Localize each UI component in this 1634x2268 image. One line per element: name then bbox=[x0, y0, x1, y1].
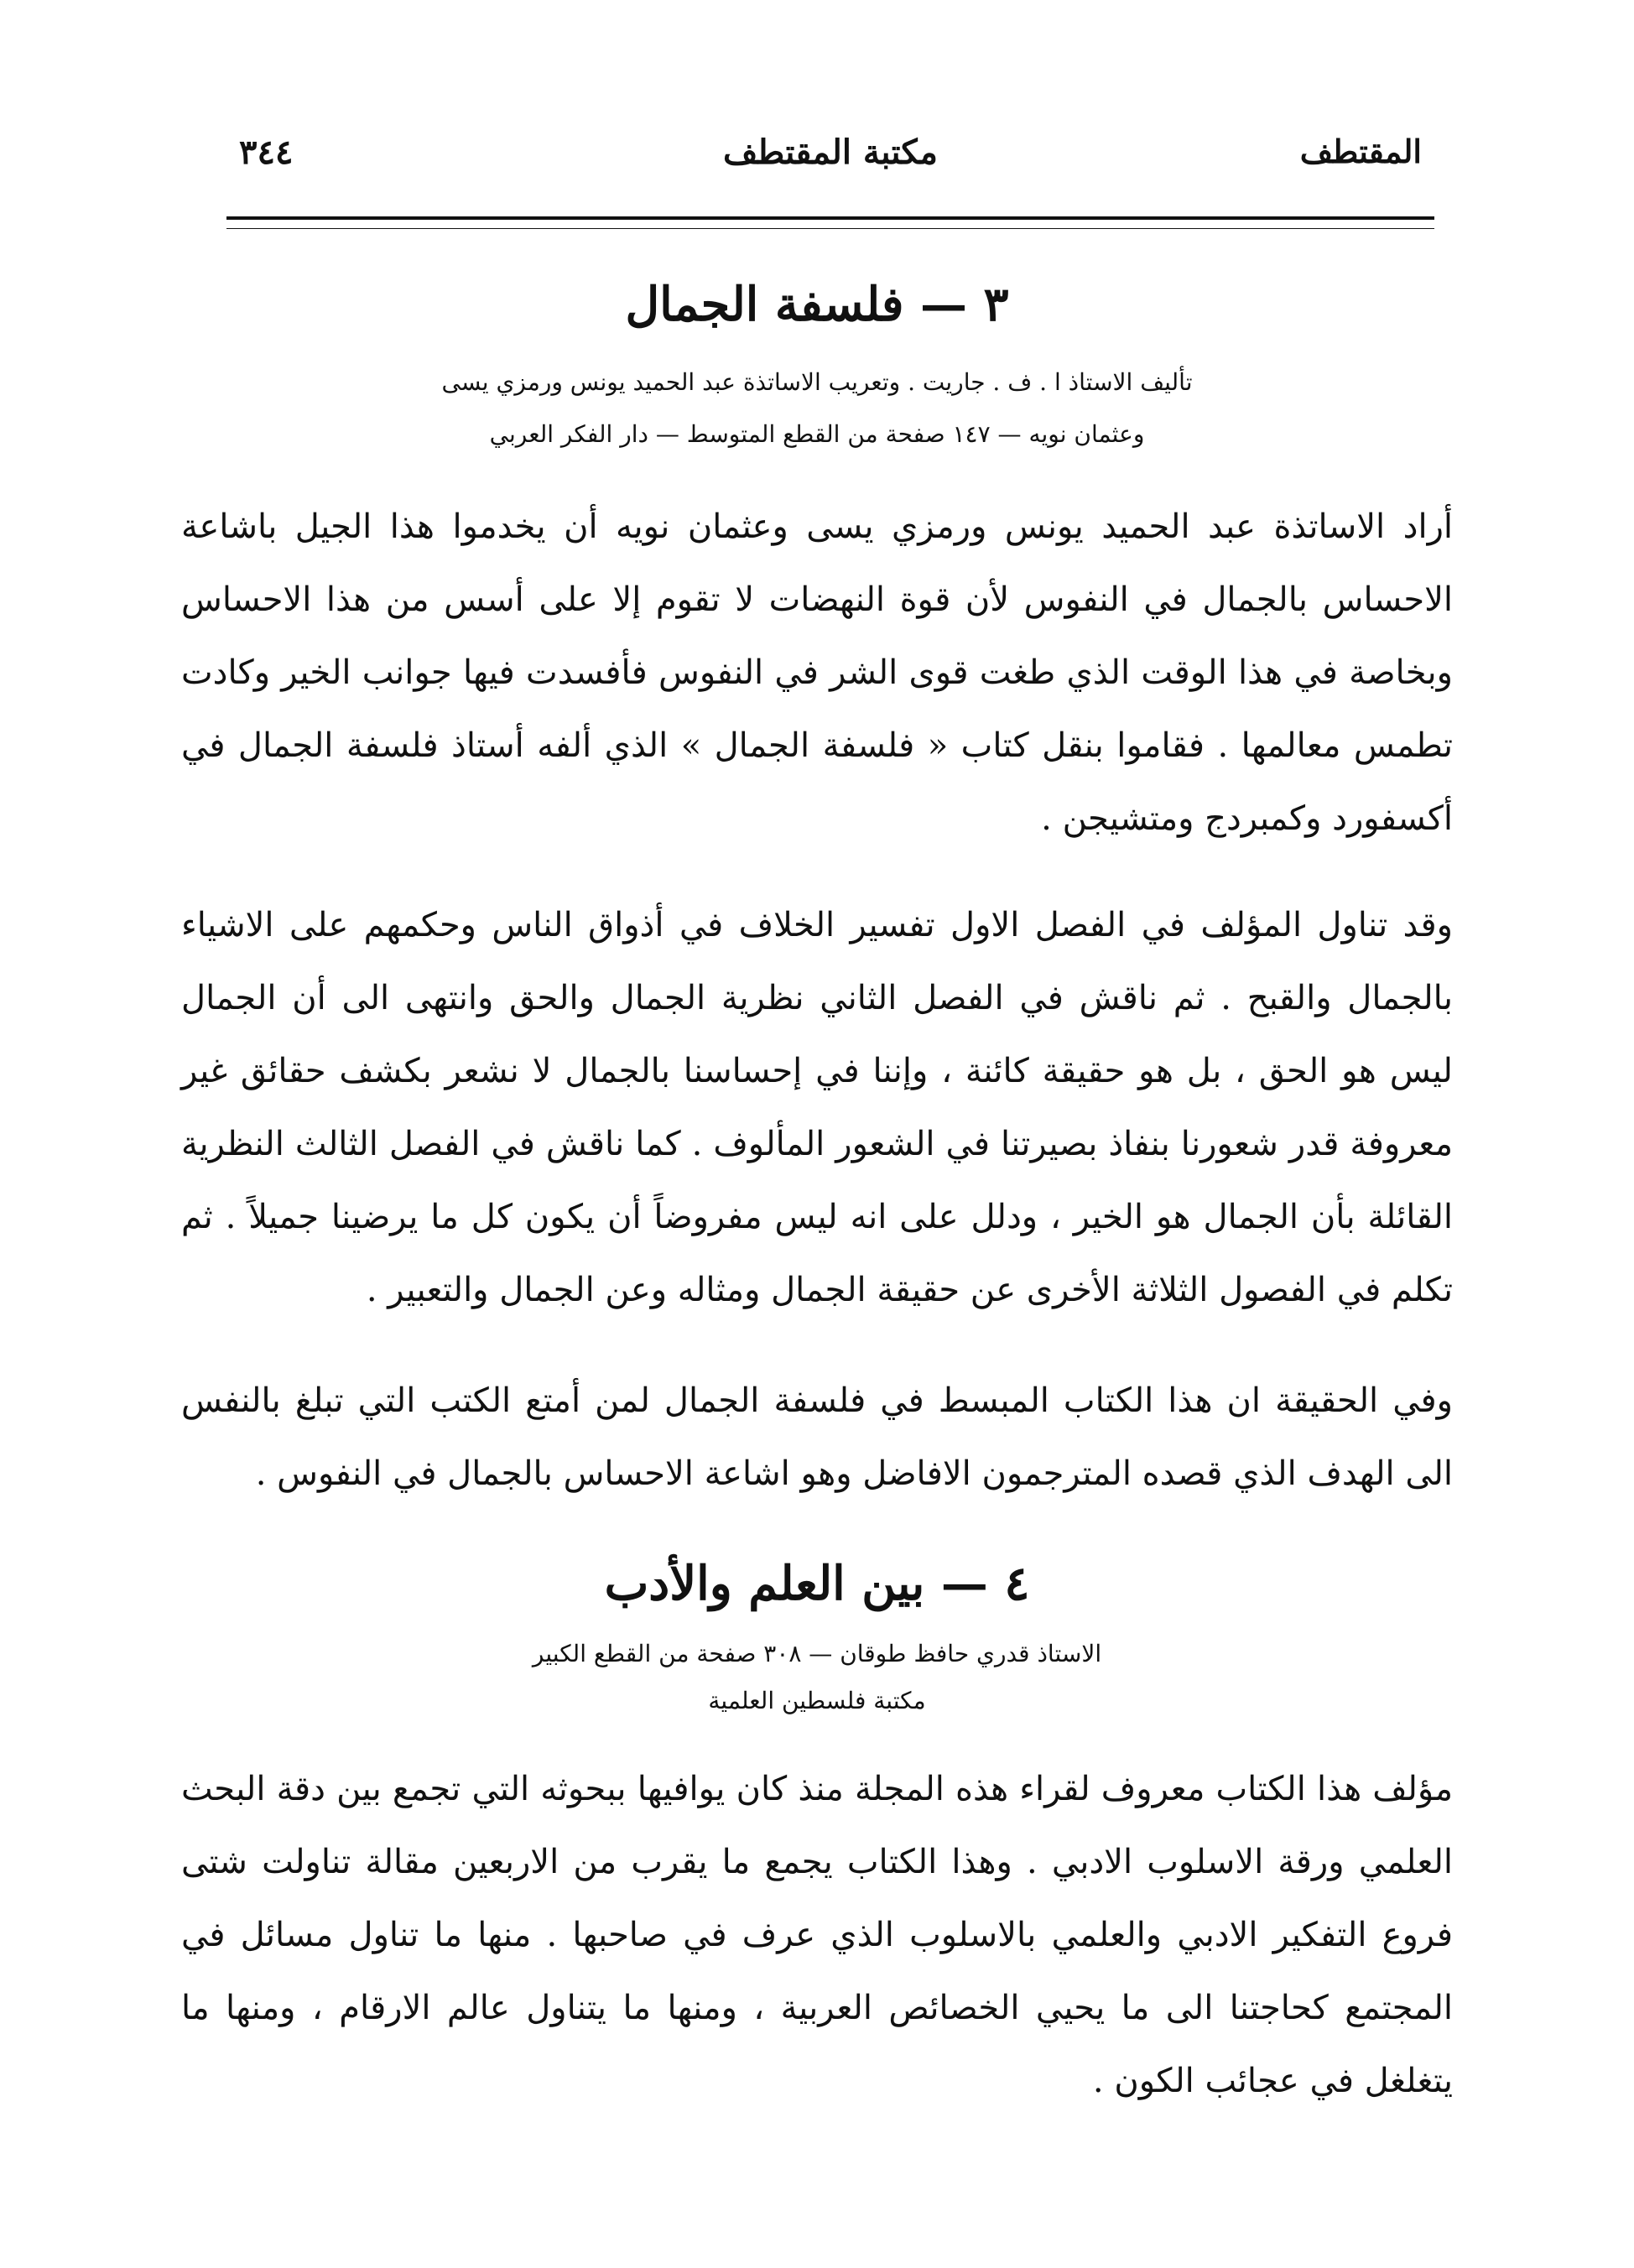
book-4-meta-line-2: مكتبة فلسطين العلمية bbox=[708, 1687, 926, 1714]
running-header bbox=[239, 133, 1422, 191]
book-4-paragraph-1: مؤلف هذا الكتاب معروف لقراء هذه المجلة منذ كان يوافيها ببحوثه التي تجمع بين دقة البحث العلمي ورقة الاسلوب الادبي . وهذا الكتاب يجمع ما يقرب من الاربعين مقالة تناولت شتى فروع التفكير الادبي والعلمي بالاسلوب الذي عرف في صاحبها . منها ما تناول مسائل في المجتمع كحاجتنا الى ما يحيي الخصائص العربية ، ومنها ما يتناول عالم الارقام ، ومنها ما يتغلغل في عجائب الكون . bbox=[181, 1770, 1453, 2100]
book-3-paragraph-1: أراد الاساتذة عبد الحميد يونس ورمزي يسى وعثمان نويه أن يخدموا هذا الجيل باشاعة الاحساس بالجمال في النفوس لأن قوة النهضات لا تقوم إلا على أسس من هذا الاحساس وبخاصة في هذا الوقت الذي طغت قوى الشر في النفوس فأفسدت فيها جوانب الخير وكادت تطمس معالمها . فقاموا بنقل كتاب « فلسفة الجمال » الذي ألفه أستاذ فلسفة الجمال في أكسفورد وكمبردج ومتشيجن . bbox=[181, 507, 1453, 838]
book-3-meta-line-2: وعثمان نويه — ١٤٧ صفحة من القطع المتوسط — دار الفكر العربي bbox=[489, 420, 1145, 448]
section-title: مكتبة المقتطف bbox=[723, 133, 938, 172]
journal-name: المقتطف bbox=[1299, 133, 1422, 170]
book-3-meta-line-1: تأليف الاستاذ ا . ف . جاريت . وتعريب الاساتذة عبد الحميد يونس ورمزي يسى bbox=[441, 368, 1193, 396]
book-4-meta-line-1: الاستاذ قدري حافظ طوقان — ٣٠٨ صفحة من القطع الكبير bbox=[532, 1640, 1102, 1667]
book-4-title: ٤ — بين العلم والأدب bbox=[604, 1556, 1030, 1611]
book-3-paragraph-3: وفي الحقيقة ان هذا الكتاب المبسط في فلسفة الجمال لمن أمتع الكتب التي تبلغ بالنفس الى الهدف الذي قصده المترجمون الافاضل وهو اشاعة الاحساس بالجمال في النفوس . bbox=[181, 1381, 1453, 1493]
header-rule-thick bbox=[226, 216, 1434, 220]
header-rule-thin bbox=[226, 228, 1434, 229]
page-number: ٣٤٤ bbox=[239, 133, 294, 172]
book-3-title: ٣ — فلسفة الجمال bbox=[625, 277, 1009, 332]
book-3-paragraph-2: وقد تناول المؤلف في الفصل الاول تفسير الخلاف في أذواق الناس وحكمهم على الاشياء بالجمال والقبح . ثم ناقش في الفصل الثاني نظرية الجمال والحق وانتهى الى أن الجمال ليس هو الحق ، بل هو حقيقة كائنة ، وإننا في إحساسنا بالجمال لا نشعر بكشف حقائق غير معروفة قدر شعورنا بنفاذ بصيرتنا في الشعور المألوف . كما ناقش في الفصل الثالث النظرية القائلة بأن الجمال هو الخير ، ودلل على انه ليس مفروضاً أن يكون كل ما يرضينا جميلاً . ثم تكلم في الفصول الثلاثة الأخرى عن حقيقة الجمال ومثاله وعن الجمال والتعبير . bbox=[181, 906, 1453, 1309]
